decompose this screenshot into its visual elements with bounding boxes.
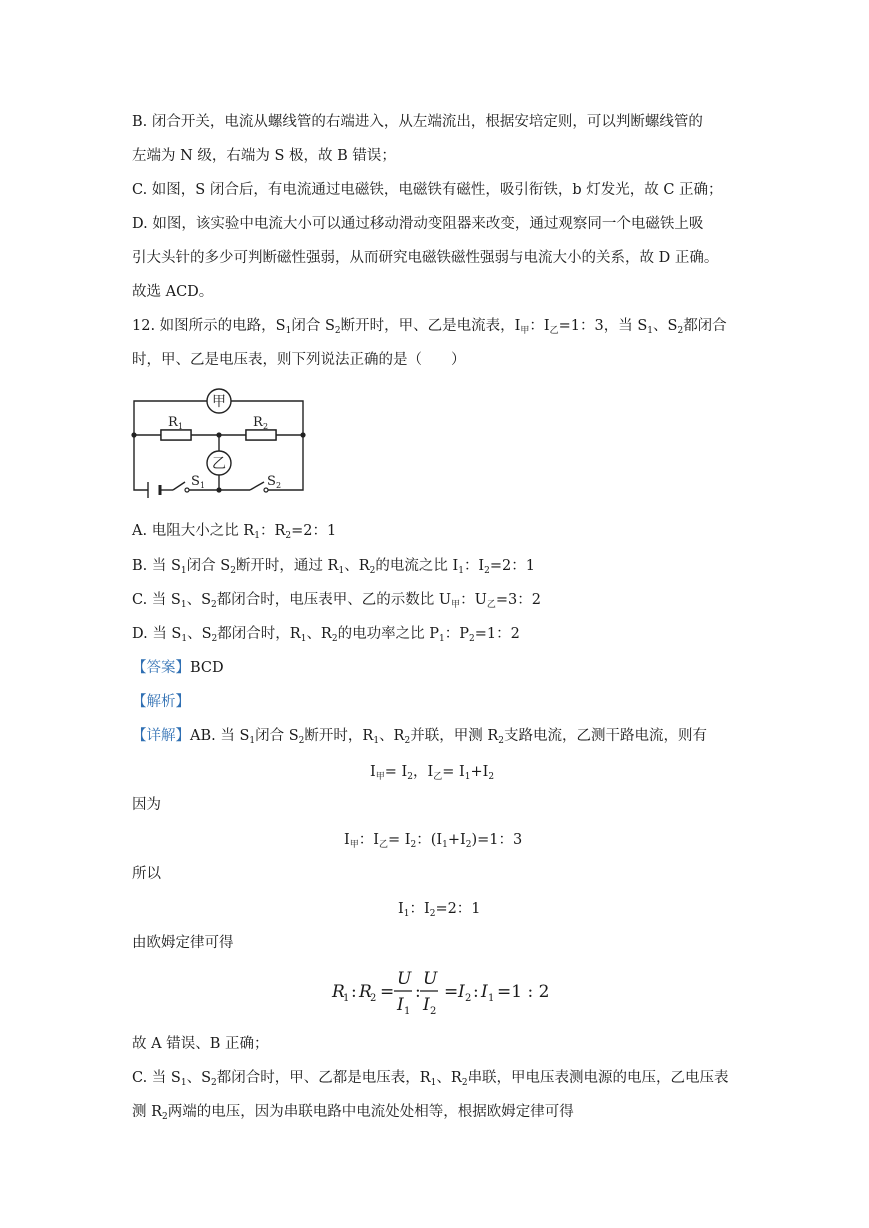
question-12-line1: 12. 如图所示的电路，$S_1$闭合 $S_2$断开时，甲、乙是电流表，$I_甲$：$I_乙=1$：3，当 $S_1$、$S_2$都闭合	[132, 318, 727, 336]
svg-text:I: I	[458, 982, 465, 1002]
question-number: 12.	[132, 318, 156, 334]
label-s1: S	[191, 474, 200, 489]
equation-2: $I_甲$：$I_乙= I_2$：$(I_1+I_2)=1$：3	[344, 832, 523, 850]
svg-text:1: 1	[488, 993, 495, 1004]
equation-1: $I_甲= I_2$，$I_乙= I_1+I_2$	[370, 764, 495, 782]
svg-text:=1 : 2: =1 : 2	[497, 982, 550, 1002]
text-line-c: C. 如图，S 闭合后，有电流通过电磁铁，电磁铁有磁性，吸引衔铁，b 灯发光，故 C 正确；	[132, 182, 723, 198]
answer-label: 【答案】	[132, 660, 190, 676]
svg-text:R: R	[332, 982, 345, 1002]
svg-text:1: 1	[178, 422, 184, 431]
svg-text::: :	[415, 982, 421, 1002]
meter-jia-label: 甲	[212, 394, 226, 410]
option-c: C. 当 $S_1$、$S_2$都闭合时，电压表甲、乙的示数比 $U_甲$：$U_乙=3$：2	[132, 592, 541, 610]
svg-text:2: 2	[465, 993, 472, 1004]
detail-label: 【详解】	[132, 728, 190, 744]
ohm-text: 由欧姆定律可得	[132, 935, 234, 951]
svg-text:R: R	[359, 982, 372, 1002]
answer-line	[132, 658, 224, 678]
svg-text:=: =	[380, 982, 395, 1002]
option-d: D. 当 $S_1$、$S_2$都闭合时，$R_1$、$R_2$的电功率之比 $P_1$：$P_2=1$：2	[132, 626, 520, 644]
so-text: 所以	[132, 866, 161, 882]
svg-text:1: 1	[343, 993, 350, 1004]
option-a: A. 电阻大小之比 $R_1$：$R_2=2$：1	[132, 523, 337, 541]
text-line-choose: 故选 ACD。	[132, 284, 214, 300]
analysis-line	[132, 692, 190, 712]
part-c-line1: C. 当 $S_1$、$S_2$都闭合时，甲、乙都是电压表，$R_1$、$R_2$串联，甲电压表测电源的电压，乙电压表	[132, 1070, 729, 1088]
option-b: B. 当 $S_1$闭合 $S_2$断开时，通过 $R_1$、$R_2$的电流之比 $I_1$：$I_2=2$：1	[132, 558, 536, 576]
label-r2: R	[253, 415, 263, 430]
ohm-formula	[330, 966, 550, 1018]
analysis-label: 【解析】	[132, 694, 190, 710]
question-12-line2: 时，甲、乙是电压表，则下列说法正确的是（ ）	[132, 352, 466, 368]
svg-text:2: 2	[263, 422, 269, 431]
text-line-b1: B. 闭合开关，电流从螺线管的右端进入，从左端流出，根据安培定则，可以判断螺线管的	[132, 114, 703, 130]
svg-text:I: I	[397, 995, 404, 1015]
part-c-line2: 测 $R_2$两端的电压，因为串联电路中电流处处相等，根据欧姆定律可得	[132, 1104, 574, 1122]
svg-text:1: 1	[200, 481, 206, 490]
text-line-d1: D. 如图，该实验中电流大小可以通过移动滑动变阻器来改变，通过观察同一个电磁铁上吸	[132, 216, 704, 232]
svg-text:=: =	[444, 982, 459, 1002]
because-text: 因为	[132, 797, 161, 813]
svg-text:2: 2	[370, 993, 377, 1004]
answer-value: BCD	[190, 660, 224, 676]
conclusion-text: 故 A 错误、B 正确；	[132, 1036, 269, 1052]
switch-s1-contact	[185, 488, 189, 492]
svg-text:I: I	[481, 982, 488, 1002]
meter-yi-label: 乙	[212, 456, 226, 472]
svg-text::: :	[351, 982, 357, 1002]
circuit-diagram	[128, 384, 308, 504]
label-r1: R	[168, 415, 178, 430]
svg-text:U: U	[423, 969, 438, 989]
svg-text:U: U	[397, 969, 412, 989]
label-s2: S	[267, 474, 276, 489]
svg-text::: :	[473, 982, 479, 1002]
svg-text:2: 2	[430, 1006, 437, 1017]
svg-text:I: I	[423, 995, 430, 1015]
text-line-b2: 左端为 N 级，右端为 S 极，故 B 错误；	[132, 148, 396, 164]
equation-3: $I_1$：$I_2=2$：1	[398, 901, 481, 919]
svg-text:2: 2	[276, 481, 282, 490]
text-line-d2: 引大头针的多少可判断磁性强弱，从而研究电磁铁磁性强弱与电流大小的关系，故 D 正确。	[132, 250, 719, 266]
svg-text:1: 1	[404, 1006, 411, 1017]
detail-line: 【详解】AB. 当 $S_1$闭合 $S_2$断开时，$R_1$、$R_2$并联，甲测 $R_2$支路电流，乙测干路电流，则有	[132, 728, 707, 746]
